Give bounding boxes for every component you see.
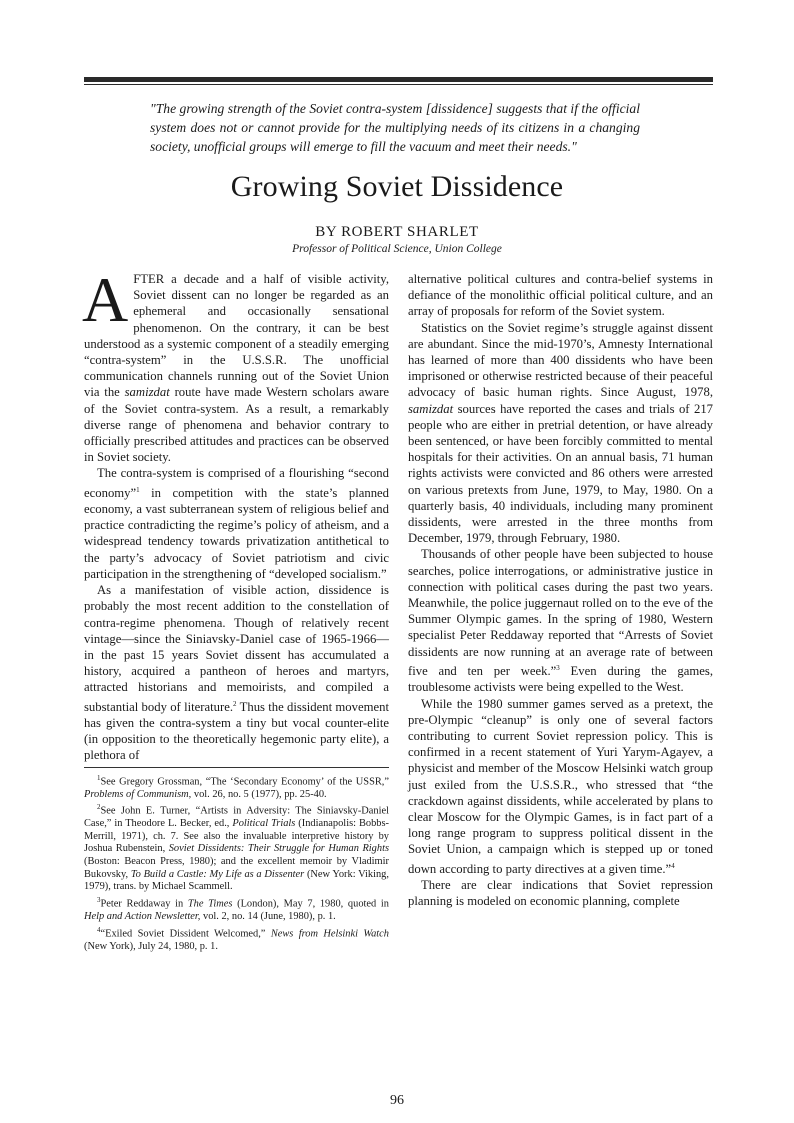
text: (London), May 7, 1980, quoted in: [237, 898, 389, 910]
paragraph: [408, 696, 713, 877]
right-column: [408, 271, 713, 909]
footnote-number: 2: [97, 803, 101, 812]
text: While the 1980 summer games served as a pretext, the pre-Olympic “cleanup” is only one of several factors contributing to current Soviet repression policy. This is confirmed in a recent statement of Yuri Yarym-Agayev, a physicist and member of the Moscow Helsinki watch group just exiled from the U.S.S.R., who stressed that “the crackdown against dissidents, while accelerated by plans to clear Moscow for the Olympic Games, is in fact part of a long range program to suppress political dissent in the Soviet Union, a campaign which is stepped up or toned down according to party directives at a given time.”: [408, 696, 713, 876]
italic-term: The Times: [187, 898, 233, 910]
italic-term: News from Helsinki Watch: [270, 927, 389, 939]
text: Statistics on the Soviet regime’s struggle against dissent are abundant. Since the mid-1970’s, Amnesty International has learned of more than 400 dissidents who have been imprisoned or otherwise restricted because of their peaceful advocacy of basic human rights. Since August, 1978,: [408, 320, 713, 400]
italic-term: Political Trials: [232, 818, 296, 830]
text: See John E. Turner, “Artists in Adversity: The Siniavsky-Daniel Case,” in Theodore L. Becker, ed.,: [84, 805, 389, 830]
footnote-rule: [84, 767, 389, 768]
drop-cap: A: [82, 264, 129, 335]
text: Even during the games, troublesome activists were being expelled to the West.: [408, 664, 714, 695]
paragraph: [84, 582, 389, 763]
text: Peter Reddaway in: [100, 898, 184, 910]
text: vol. 26, no. 5 (1977), pp. 25-40.: [193, 788, 327, 800]
italic-term: Problems of Communism,: [84, 788, 192, 800]
paragraph: [408, 320, 713, 547]
text: As a manifestation of visible action, dissidence is probably the most recent addition to the constellation of contra-regime phenomena. Though of relatively recent vintage—since the Siniavsky-Daniel case of 1965-1966—in the past 15 years Soviet dissent has accumulated a history, acquired a pantheon of heroes and martyrs, attracted historians and memoirists, and compiled a substantial body of literature.: [84, 583, 389, 714]
footnote-number: 1: [97, 773, 101, 782]
text: See Gregory Grossman, “The ‘Secondary Economy’ of the USSR,”: [100, 776, 389, 788]
footnote-ref[interactable]: 4: [671, 861, 675, 870]
text: (New York), July 24, 1980, p. 1.: [84, 940, 218, 952]
article-title: Growing Soviet Dissidence: [230, 170, 564, 203]
text: Thus the dissident movement has given the contra-system a tiny but vocal counter-elite (in opposition to the theoretically hegemonic party elite), a plethora of: [84, 699, 389, 763]
italic-term: To Build a Castle: My Life as a Dissenter: [130, 868, 305, 880]
italic-term: samizdat: [124, 385, 170, 400]
text: Thousands of other people have been subjected to house searches, police interrogations, or administrative justice in connection with political cases during the past two years. Meanwhile, the police juggernaut rolled on to the eve of the Summer Olympic games. In the spring of 1980, Western specialist Peter Reddaway reported that “Arrests of Soviet dissidents are now running at an average rate of between five and ten per week.”: [408, 547, 713, 679]
footnote: [84, 894, 389, 924]
text: vol. 2, no. 14 (June, 1980), p. 1.: [203, 910, 336, 922]
text: sources have reported the cases and trials of 217 people who are either in pretrial detention, or have already been sentenced, or have been forcibly committed to mental hospitals for their activities. On an annual basis, 71 human rights activists were convicted and 86 others were arrested on various pretexts from June, 1979, to May, 1980. On a quarterly basis, 40 individuals, including many prominent dissidents, were arrested in the three months from December, 1979, through February, 1980.: [408, 401, 714, 546]
byline: BY ROBERT SHARLET: [315, 224, 479, 240]
affiliation: Professor of Political Science, Union College: [292, 243, 502, 255]
footnote-number: 3: [97, 895, 101, 904]
text: “Exiled Soviet Dissident Welcomed,”: [100, 927, 266, 939]
epigraph: "The growing strength of the Soviet contra-system [dissidence] suggests that if the official system does not or cannot provide for the multiplying needs of its citizens in a changing society, unofficial groups will emerge to fill the vacuum and meet their needs.": [150, 101, 640, 154]
paragraph: There are clear indications that Soviet repression planning is modeled on economic planning, complete: [408, 877, 713, 909]
footnote: [84, 801, 389, 894]
text: in competition with the state’s planned economy, a vast subterranean system of religious belief and practice contradicting the regime’s policy of atheism, and a widespread tendency towards privatization antithetical to the party’s advocacy of Soviet patriotism and civic participation in the strengthening of “developed socialism.”: [84, 485, 390, 581]
paragraph: [408, 546, 713, 695]
footnote-ref[interactable]: 3: [556, 663, 560, 672]
paragraph: alternative political cultures and contra-belief systems in defiance of the monolithic official political culture, and an array of proposals for reform of the Soviet system.: [408, 272, 713, 319]
text: (Indianapolis: Bobbs-Merrill, 1971), ch. 7. See also the invaluable interpretive history by Joshua Rubenstein,: [84, 818, 389, 855]
header-rule-thin: [84, 84, 713, 85]
italic-term: Help and Action Newsletter,: [84, 910, 201, 922]
text: FTER a decade and a half of visible activity, Soviet dissent can no longer be regarded as an ephemeral and occasionally sensational phenomenon. On the contrary, it can be best understood as a systemic component of a steadily emerging “contra-system” in the U.S.S.R. The unofficial communication channels running out of the Soviet Union via the: [84, 272, 389, 400]
text: route have made Western scholars aware of the Soviet contra-system. As a result, a remarkably diverse range of phenomena and behavior contrary to officially prescribed attitudes and practices can be observed in Soviet society.: [84, 385, 389, 465]
paragraph: [84, 465, 389, 582]
footnote: [84, 772, 389, 802]
left-column: [82, 264, 390, 953]
footnote: [84, 924, 389, 954]
footnote-ref[interactable]: 2: [233, 699, 237, 708]
text: (New York: Viking, 1979), trans. by Michael Scammell.: [84, 868, 389, 893]
paragraph: [82, 264, 389, 465]
footnote-number: 4: [97, 925, 101, 934]
footnote-ref[interactable]: 1: [136, 485, 140, 494]
italic-term: Soviet Dissidents: Their Struggle for Human Rights: [168, 843, 390, 855]
text: The contra-system is comprised of a flourishing “second economy”: [84, 466, 389, 500]
italic-term: samizdat: [408, 401, 454, 416]
header-rule-thick: [84, 77, 713, 82]
text: (Boston: Beacon Press, 1980); and the excellent memoir by Vladimir Bukovsky,: [84, 856, 389, 880]
page-number: 96: [390, 1093, 404, 1108]
